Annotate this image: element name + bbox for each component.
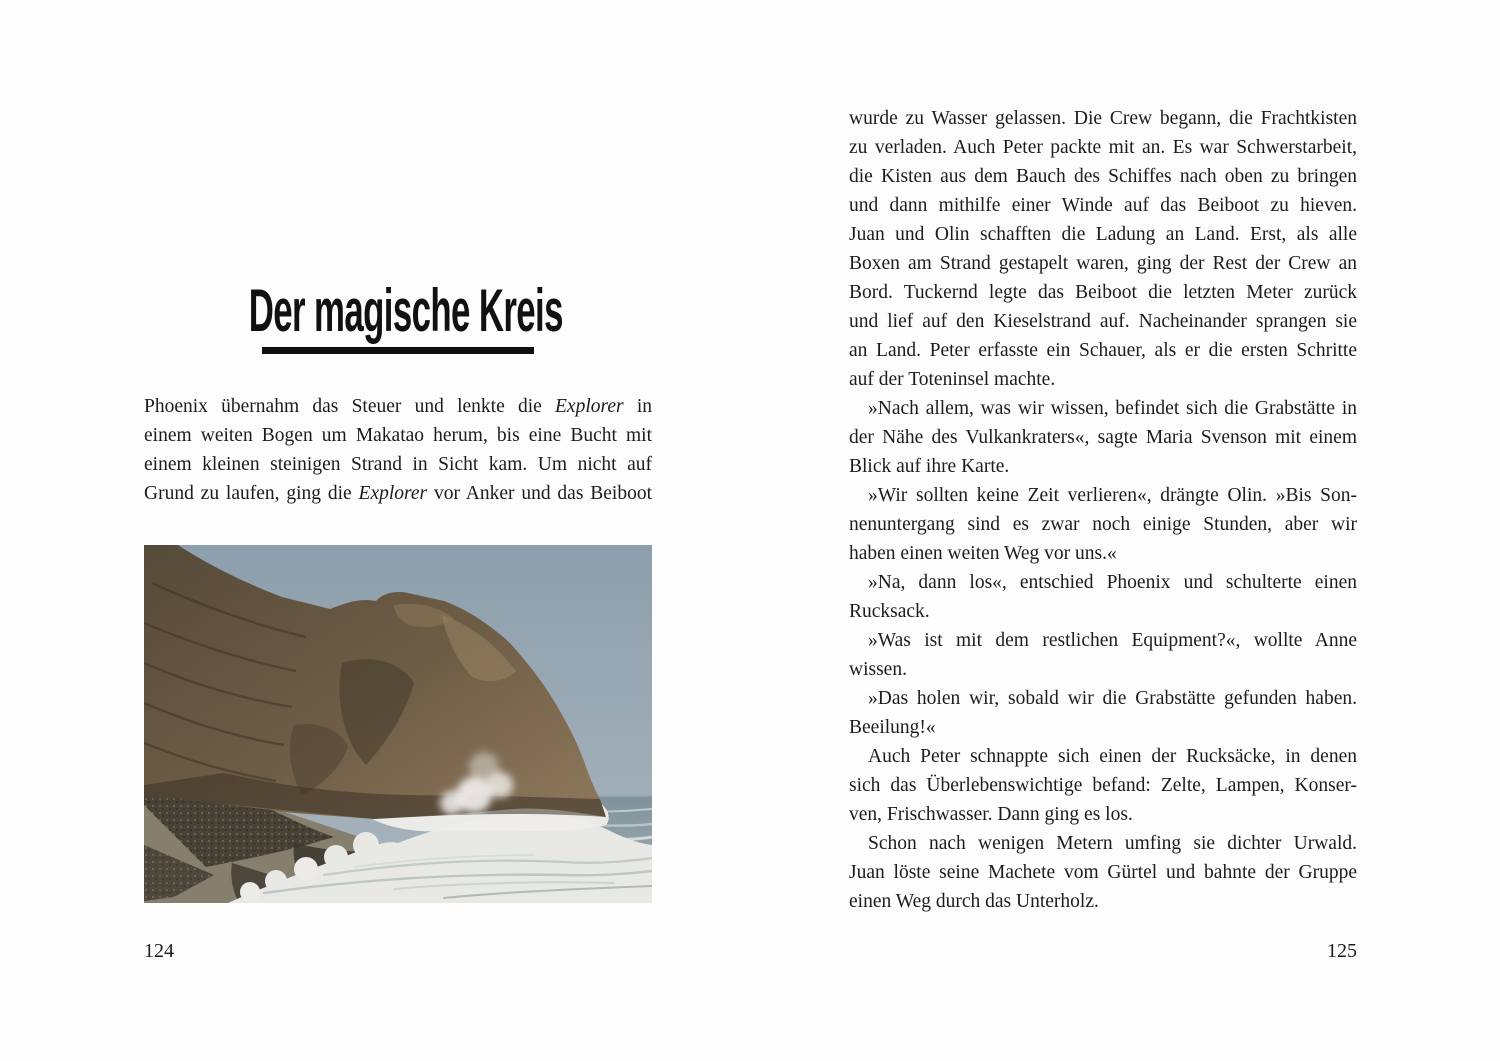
text-line: »Was ist mit dem restlichen Equipment?«, wollte Anne <box>868 630 1357 651</box>
text-line: einem weiten Bogen um Makatao herum, bis eine Bucht mit <box>144 425 652 446</box>
page-number-left: 124 <box>144 940 174 962</box>
text-line: und dann mithilfe einer Winde auf das Beiboot zu hieven. <box>849 195 1357 216</box>
text-line: die Kisten aus dem Bauch des Schiffes nach oben zu bringen <box>849 166 1357 187</box>
text-line: wissen. <box>849 659 907 680</box>
text-line: der Nähe des Vulkankraters«, sagte Maria Svenson mit einem <box>849 427 1357 448</box>
text-line: nenuntergang sind es zwar noch einige Stunden, aber wir <box>849 514 1357 535</box>
right-text-block <box>849 104 1357 916</box>
text-line: »Na, dann los«, entschied Phoenix und schulterte einen <box>868 572 1357 593</box>
chapter-title-underline <box>262 347 534 354</box>
text-line: Rucksack. <box>849 601 930 622</box>
text-line: Juan und Olin schafften die Ladung an Land. Erst, als alle <box>849 224 1357 245</box>
text-line: einem kleinen steinigen Strand in Sicht kam. Um nicht auf <box>144 454 652 475</box>
left-paragraph <box>144 392 652 508</box>
text-line: Grund zu laufen, ging die Explorer vor Anker und das Beiboot <box>144 483 652 504</box>
text-line: Schon nach wenigen Metern umfing sie dichter Urwald. <box>868 833 1357 854</box>
text-line: wurde zu Wasser gelassen. Die Crew begann, die Frachtkisten <box>849 108 1357 129</box>
text-line: Bord. Tuckernd legte das Beiboot die letzten Meter zurück <box>849 282 1357 303</box>
text-line: »Das holen wir, sobald wir die Grabstätte gefunden haben. <box>868 688 1357 709</box>
text-line: Blick auf ihre Karte. <box>849 456 1010 477</box>
chapter-photo <box>144 545 652 903</box>
coastal-cliff-illustration <box>144 545 652 903</box>
text-line: Beeilung!« <box>849 717 936 738</box>
text-line: »Nach allem, was wir wissen, befindet sich die Grabstätte in <box>868 398 1357 419</box>
text-line: Phoenix übernahm das Steuer und lenkte die Explorer in <box>144 396 653 417</box>
text-line: haben einen weiten Weg vor uns.« <box>849 543 1117 564</box>
text-line: Juan löste seine Machete vom Gürtel und bahnte der Gruppe <box>849 862 1357 883</box>
text-line: sich das Überlebenswichtige befand: Zelte, Lampen, Konser- <box>849 775 1357 796</box>
chapter-title <box>144 276 652 345</box>
chapter-title-text: Der magische Kreis <box>248 276 563 345</box>
text-line: an Land. Peter erfasste ein Schauer, als er die ersten Schritte <box>849 340 1357 361</box>
text-line: und lief auf den Kieselstrand auf. Nacheinander sprangen sie <box>849 311 1357 332</box>
text-line: Boxen am Strand gestapelt waren, ging der Rest der Crew an <box>849 253 1357 274</box>
text-line: Auch Peter schnappte sich einen der Rucksäcke, in denen <box>868 746 1357 767</box>
text-line: »Wir sollten keine Zeit verlieren«, drängte Olin. »Bis Son- <box>868 485 1357 506</box>
text-line: auf der Toteninsel machte. <box>849 369 1056 390</box>
page-number-right: 125 <box>1327 940 1357 962</box>
right-page <box>849 0 1357 1061</box>
left-page <box>144 0 652 1061</box>
text-line: ven, Frischwasser. Dann ging es los. <box>849 804 1133 825</box>
text-line: einen Weg durch das Unterholz. <box>849 891 1099 912</box>
text-line: zu verladen. Auch Peter packte mit an. Es war Schwerstarbeit, <box>849 137 1357 158</box>
